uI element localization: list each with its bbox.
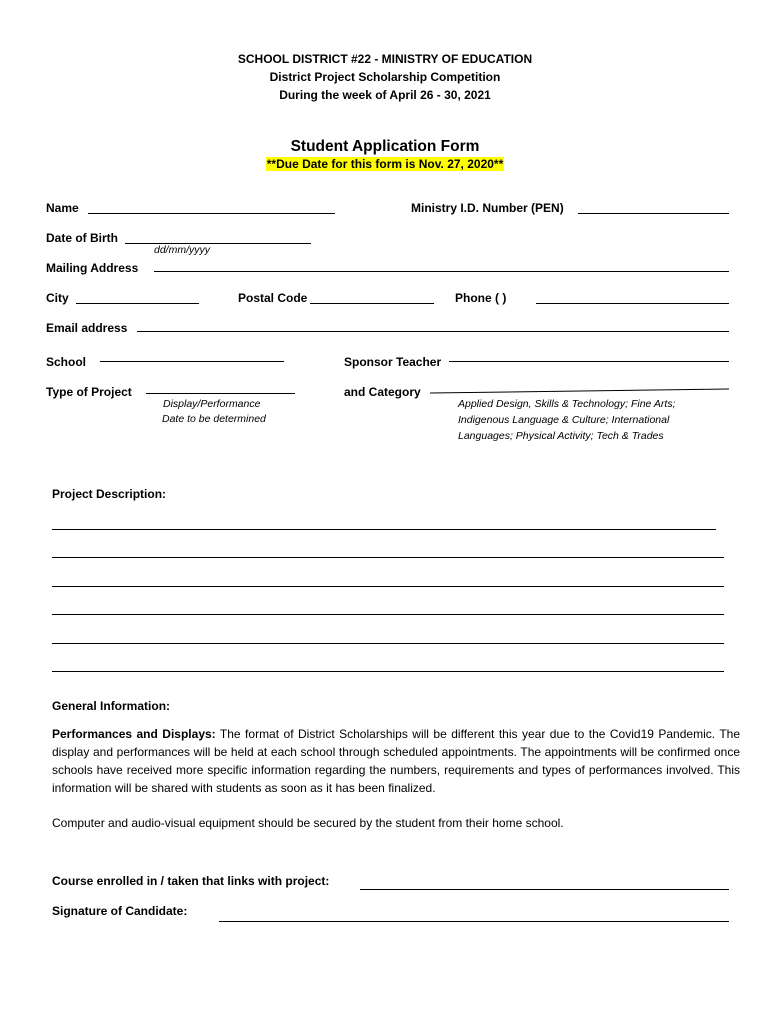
category-hint-3: Languages; Physical Activity; Tech & Trades [458,430,664,442]
name-field[interactable] [88,213,335,214]
description-line-3[interactable] [52,586,724,587]
project-type-hint-2: Date to be determined [162,413,266,425]
performances-paragraph [52,725,740,797]
equipment-paragraph: Computer and audio-visual equipment should be secured by the student from their home school. [52,816,564,830]
description-line-2[interactable] [52,557,724,558]
name-label: Name [46,201,79,215]
sponsor-teacher-field[interactable] [449,361,729,362]
performances-label: Performances and Displays: [52,727,216,741]
city-field[interactable] [76,303,199,304]
header-district: SCHOOL DISTRICT #22 - MINISTRY OF EDUCATION [237,52,533,66]
ministry-id-field[interactable] [578,213,729,214]
project-type-field[interactable] [146,393,295,394]
category-field[interactable] [430,385,730,395]
project-description-label: Project Description: [52,487,167,501]
mailing-address-label: Mailing Address [46,261,139,275]
due-date-notice [0,157,770,171]
description-line-5[interactable] [52,643,724,644]
dob-label: Date of Birth [46,231,118,245]
performances-text: The format of District Scholarships will be different this year due to the Covid19 Pandemic. The display and performances will be held at each school through scheduled appointments. The appointments will be confirmed once schools have received more specific information regarding the numbers, requirements and types of performances involved. This information will be shared with students as soon as it has been finalized. [52,727,741,795]
signature-label: Signature of Candidate: [52,904,188,918]
category-label: and Category [344,385,421,399]
phone-field[interactable] [536,303,729,304]
header-competition: District Project Scholarship Competition [269,70,501,84]
due-date-text: **Due Date for this form is Nov. 27, 2020** [266,157,504,171]
dob-field[interactable] [125,243,311,244]
course-label: Course enrolled in / taken that links with project: [52,874,330,888]
dob-format-hint: dd/mm/yyyy [154,244,211,256]
email-label: Email address [46,321,128,335]
general-info-heading: General Information: [52,699,171,713]
category-hint-1: Applied Design, Skills & Technology; Fine Arts; [458,398,676,410]
sponsor-teacher-label: Sponsor Teacher [344,355,442,369]
form-title: Student Application Form [290,138,480,155]
category-hint-2: Indigenous Language & Culture; International [458,414,670,426]
header-dates: During the week of April 26 - 30, 2021 [279,88,491,102]
email-field[interactable] [137,331,729,332]
mailing-address-field[interactable] [154,271,729,272]
description-line-6[interactable] [52,671,724,672]
city-label: City [46,291,69,305]
school-label: School [46,355,87,369]
signature-field[interactable] [219,921,729,922]
postal-code-label: Postal Code [238,291,308,305]
project-type-hint-1: Display/Performance [163,398,261,410]
description-line-4[interactable] [52,614,724,615]
school-field[interactable] [100,361,284,362]
postal-code-field[interactable] [310,303,434,304]
phone-label: Phone ( ) [455,291,507,305]
course-field[interactable] [360,889,729,890]
project-type-label: Type of Project [46,385,132,399]
description-line-1[interactable] [52,529,716,530]
ministry-id-label: Ministry I.D. Number (PEN) [411,201,564,215]
